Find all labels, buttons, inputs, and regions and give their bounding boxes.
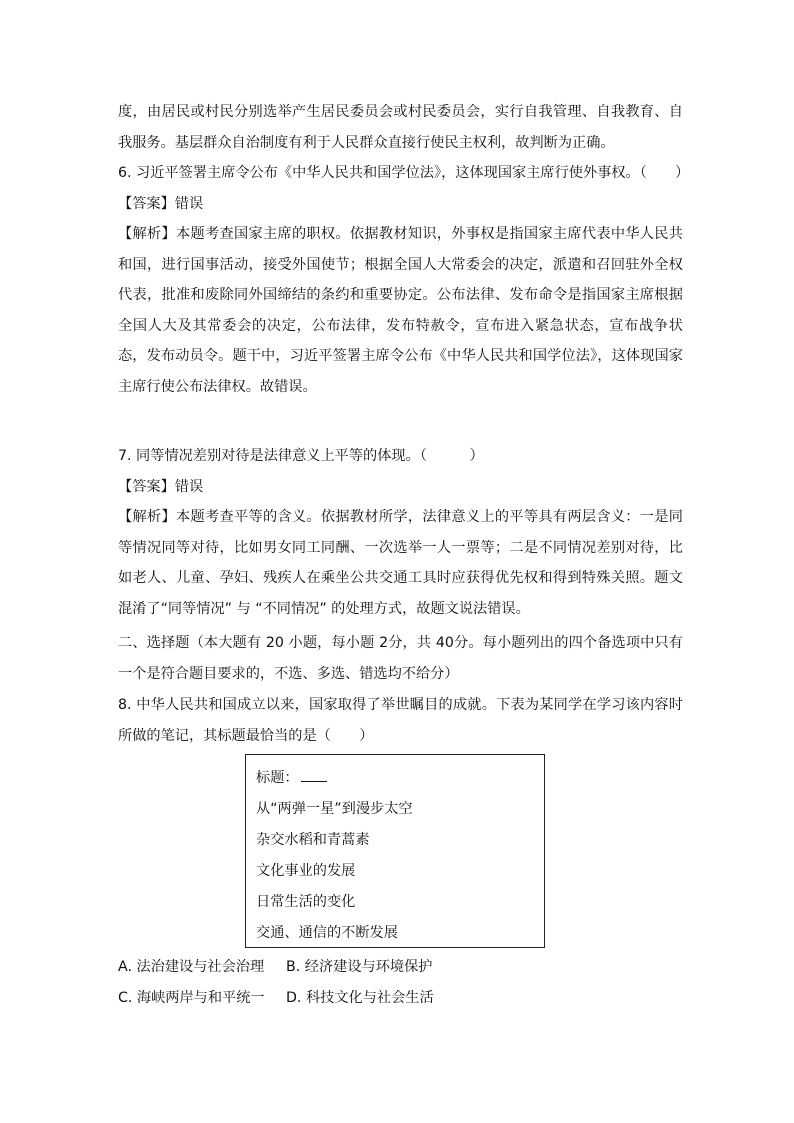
notes-item: 交通、通信的不断发展 xyxy=(256,925,398,941)
question-6-answer xyxy=(118,189,683,220)
intro-paragraph: 度，由居民或村民分别选举产生居民委员会或村民委员会，实行自我管理、自我教育、自我服务。基层群众自治制度有利于人民群众直接行使民主权利，故判断为正确。 xyxy=(118,104,683,151)
question-8-options xyxy=(118,952,683,1014)
answer-value: 错误 xyxy=(174,195,204,212)
question-7-text: 7. 同等情况差别对待是法律意义上平等的体现。（ ） xyxy=(118,448,484,464)
question-6-text: 6. 习近平签署主席令公布《中华人民共和国学位法》，这体现国家主席行使外事权。（ ） xyxy=(118,165,690,181)
notes-title-label: 标题： xyxy=(256,770,299,786)
notes-table xyxy=(245,754,545,948)
notes-item: 日常生活的变化 xyxy=(256,894,356,910)
analysis-tag: 【解析】 xyxy=(118,226,176,242)
option-c: C. 海峡两岸与和平统一 xyxy=(118,990,265,1006)
question-7-analysis xyxy=(118,502,683,624)
option-d: D. 科技文化与社会生活 xyxy=(286,990,434,1006)
title-blank xyxy=(301,769,327,782)
question-7-answer xyxy=(118,472,683,503)
notes-item: 文化事业的发展 xyxy=(256,863,356,879)
analysis-text: 本题考查国家主席的职权。依据教材知识，外事权是指国家主席代表中华人民共和国，进行国事活动，接受外国使节；根据全国人大常委会的决定，派遣和召回驻外全权代表，批准和废除同外国缔结的条约和重要协定。公布法律、发布命令是指国家主席根据全国人大及其常委会的决定，公布法律，发布特赦令，宣布进入紧急状态，宣布战争状态，发布动员令。题干中，习近平签署主席令公布《中华人民共和国学位法》，这体现国家主席行使公布法律权。故错误。 xyxy=(118,226,683,395)
option-a: A. 法治建设与社会治理 xyxy=(118,959,265,975)
answer-tag: 【答案】 xyxy=(118,195,175,212)
question-8-text: 8. 中华人民共和国成立以来，国家取得了举世瞩目的成就。下表为某同学在学习该内容时所做的笔记，其标题最恰当的是（ ） xyxy=(118,697,683,744)
answer-value: 错误 xyxy=(174,478,204,495)
notes-item: 杂交水稻和青蒿素 xyxy=(256,832,370,848)
analysis-tag: 【解析】 xyxy=(118,509,176,525)
notes-title-row xyxy=(256,763,544,794)
question-6 xyxy=(118,158,690,402)
option-b: B. 经济建设与环境保护 xyxy=(286,959,433,975)
question-6-analysis xyxy=(118,219,683,402)
options-row-1 xyxy=(118,952,683,983)
analysis-text: 本题考查平等的含义。依据教材所学，法律意义上的平等具有两层含义：一是同等情况同等对待，比如男女同工同酬、一次选举一人一票等；二是不同情况差别对待，比如老人、儿童、孕妇、残疾人在乘坐公共交通工具时应获得优先权和得到特殊关照。题文混淆了“同等情况” 与 “不同情况” 的处理方式，故题文说法错误。 xyxy=(118,509,683,617)
section-2-heading: 二、选择题（本大题有 20 小题，每小题 2分，共 40分。每小题列出的四个备选项中只有一个是符合题目要求的，不选、多选、错选均不给分） xyxy=(118,635,683,682)
notes-item: 从“两弹一星”到漫步太空 xyxy=(256,801,413,817)
answer-tag: 【答案】 xyxy=(118,478,175,495)
question-7 xyxy=(118,441,683,624)
options-row-2 xyxy=(118,983,683,1014)
